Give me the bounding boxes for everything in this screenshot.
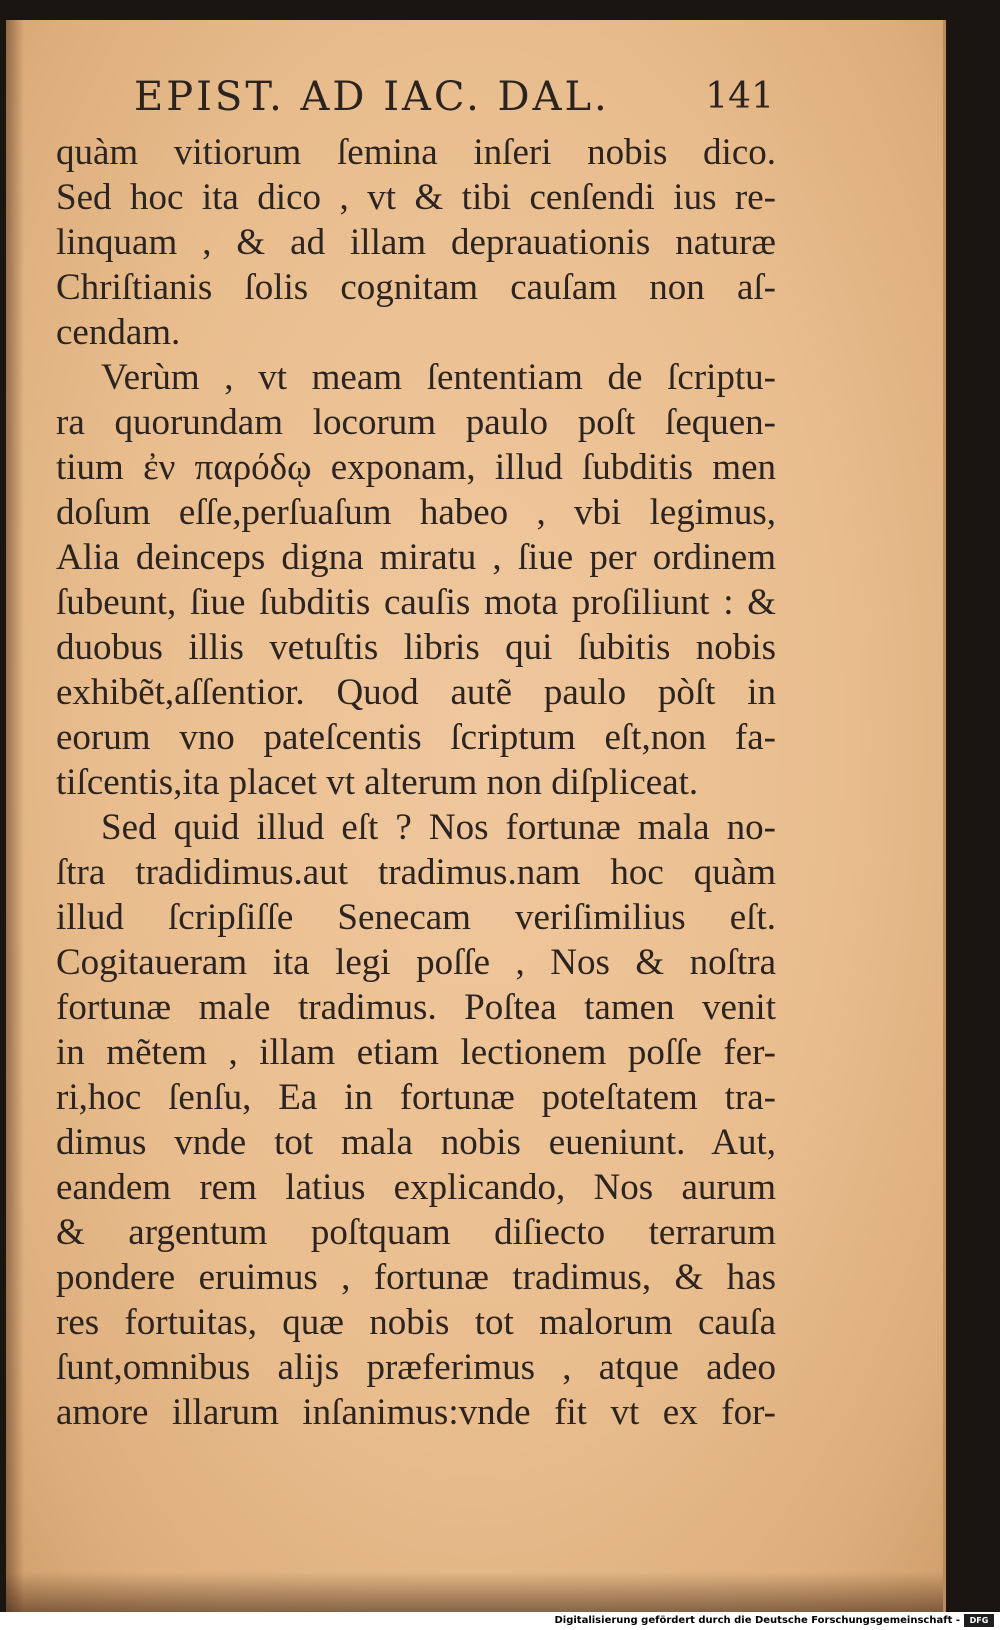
body-text	[56, 130, 776, 1435]
text-line: Verùm , vt meam ſententiam de ſcriptu-	[101, 357, 776, 398]
text-line: amore illarum inſanimus:vnde fit vt ex for-	[56, 1392, 776, 1433]
text-line: Chriſtianis ſolis cognitam cauſam non aſ-	[56, 267, 776, 308]
text-line: ra quorundam locorum paulo poſt ſequen-	[56, 402, 776, 443]
text-line: fortunæ male tradimus. Poſtea tamen venit	[56, 987, 776, 1028]
text-line: pondere eruimus , fortunæ tradimus, & has	[56, 1257, 776, 1298]
text-line: cendam.	[56, 312, 181, 353]
text-line: Cogitaueram ita legi poſſe , Nos & noſtra	[56, 942, 776, 983]
dfg-logo-icon: DFG	[964, 1614, 994, 1627]
digitization-credit: Digitalisierung gefördert durch die Deutsche Forschungsgemeinschaft -	[554, 1615, 960, 1626]
text-line: dimus vnde tot mala nobis eueniunt. Aut,	[56, 1122, 776, 1163]
text-line: tium ἐν παρόδῳ exponam, illud ſubditis men	[56, 447, 776, 488]
text-line: & argentum poſtquam diſiecto terrarum	[56, 1212, 776, 1253]
text-line: ſubeunt, ſiue ſubditis cauſis mota proſiliunt : &	[56, 582, 776, 623]
text-line: linquam , & ad illam deprauationis naturæ	[56, 222, 776, 263]
text-line: illud ſcripſiſſe Senecam veriſimilius eſt.	[56, 897, 776, 938]
text-line: doſum eſſe,perſuaſum habeo , vbi legimus,	[56, 492, 776, 533]
page-number: 141	[705, 76, 774, 117]
text-line: duobus illis vetuſtis libris qui ſubitis nobis	[56, 627, 776, 668]
text-line: res fortuitas, quæ nobis tot malorum cauſa	[56, 1302, 776, 1343]
text-line: quàm vitiorum ſemina inſeri nobis dico.	[56, 132, 776, 173]
text-line: ſtra tradidimus.aut tradimus.nam hoc quàm	[56, 852, 776, 893]
text-line: ſunt,omnibus alijs præferimus , atque adeo	[56, 1347, 776, 1388]
page-header	[134, 72, 774, 122]
text-line: ri,hoc ſenſu, Ea in fortunæ poteſtatem tra-	[56, 1077, 776, 1118]
book-page	[6, 20, 946, 1612]
running-head: EPIST. AD IAC. DAL.	[134, 74, 610, 120]
text-line: Sed quid illud eſt ? Nos fortunæ mala no-	[101, 807, 776, 848]
text-line: eandem rem latius explicando, Nos aurum	[56, 1167, 776, 1208]
text-line: eorum vno pateſcentis ſcriptum eſt,non fa-	[56, 717, 776, 758]
text-line: tiſcentis,ita placet vt alterum non diſpliceat.	[56, 762, 699, 803]
text-line: Sed hoc ita dico , vt & tibi cenſendi ius re-	[56, 177, 776, 218]
text-line: in mẽtem , illam etiam lectionem poſſe fer-	[56, 1032, 776, 1073]
text-line: exhibẽt,aſſentior. Quod autẽ paulo pòſt in	[56, 672, 776, 713]
text-line: Alia deinceps digna miratu , ſiue per ordinem	[56, 537, 776, 578]
